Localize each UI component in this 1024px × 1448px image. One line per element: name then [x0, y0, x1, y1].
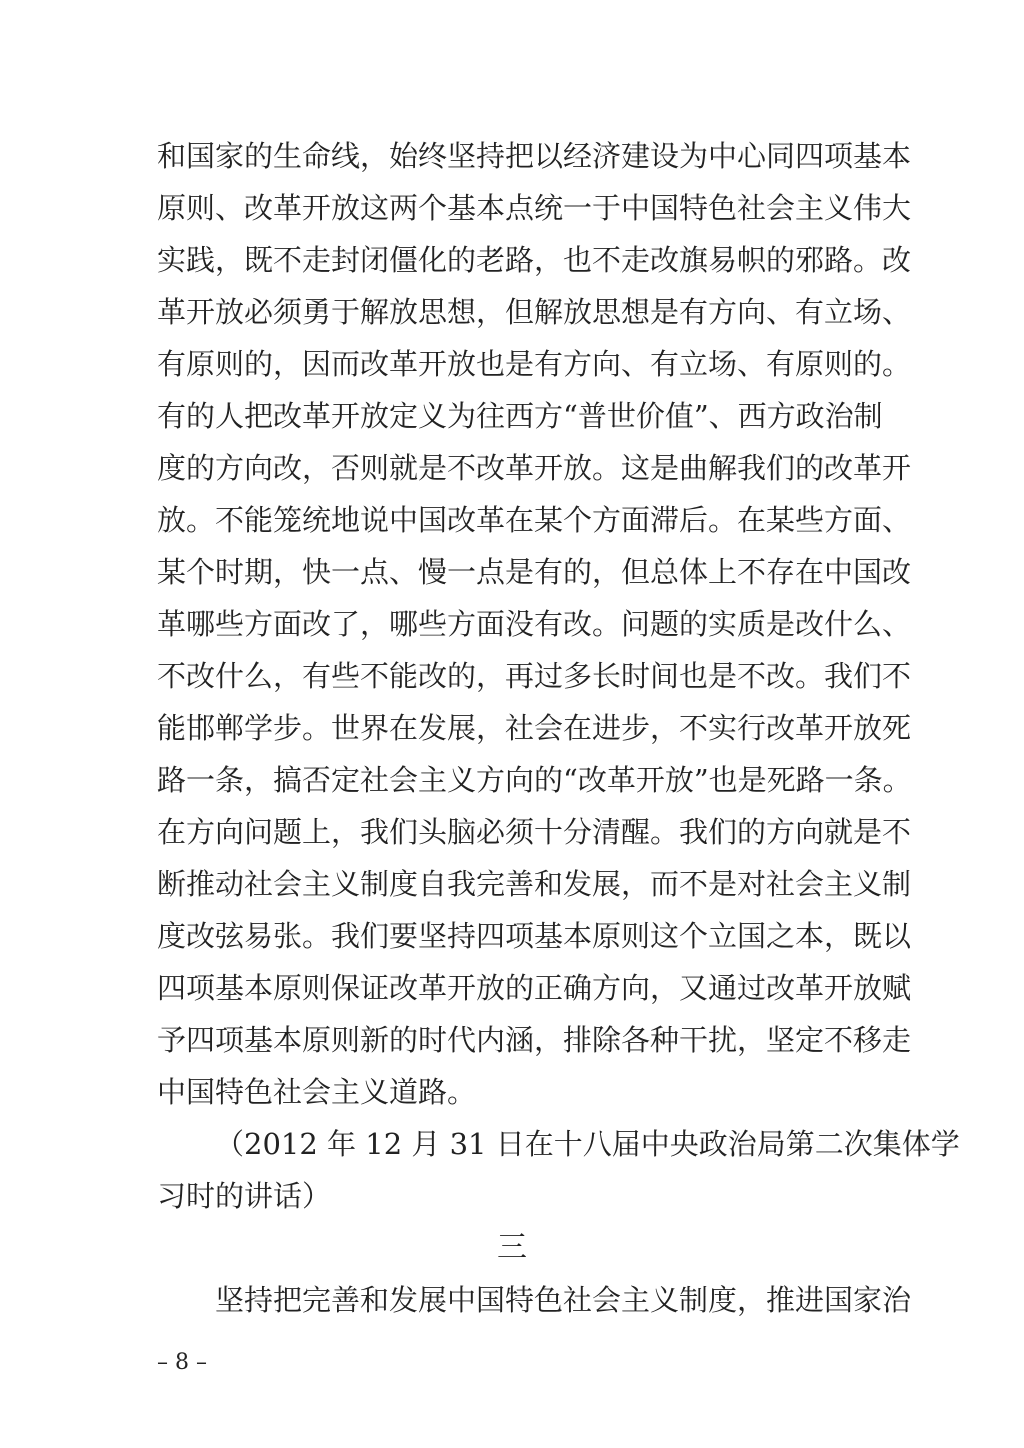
- body-text-line: 和国家的生命线，始终坚持把以经济建设为中心同四项基本: [157, 139, 912, 173]
- body-text-line: 中国特色社会主义道路。: [157, 1075, 477, 1109]
- body-text-line: 度的方向改，否则就是不改革开放。这是曲解我们的改革开: [157, 451, 912, 485]
- section-heading: 三: [497, 1230, 527, 1265]
- body-text-line: 在方向问题上，我们头脑必须十分清醒。我们的方向就是不: [157, 815, 912, 849]
- body-text-line: 予四项基本原则新的时代内涵，排除各种干扰，坚定不移走: [157, 1023, 912, 1057]
- body-text-line: 不改什么，有些不能改的，再过多长时间也是不改。我们不: [157, 659, 912, 693]
- body-text-line: 断推动社会主义制度自我完善和发展，而不是对社会主义制: [157, 867, 912, 901]
- body-text-line: 坚持把完善和发展中国特色社会主义制度，推进国家治: [215, 1283, 912, 1317]
- body-text-line: 革哪些方面改了，哪些方面没有改。问题的实质是改什么、: [157, 607, 912, 641]
- body-text-line: 四项基本原则保证改革开放的正确方向，又通过改革开放赋: [157, 971, 912, 1005]
- body-text-line: 原则、改革开放这两个基本点统一于中国特色社会主义伟大: [157, 191, 912, 225]
- body-text-line: 有原则的，因而改革开放也是有方向、有立场、有原则的。: [157, 347, 912, 381]
- page-number: – 8 –: [157, 1350, 207, 1375]
- body-text-line: 革开放必须勇于解放思想，但解放思想是有方向、有立场、: [157, 295, 912, 329]
- body-text-line: 路一条，搞否定社会主义方向的“改革开放”也是死路一条。: [157, 763, 912, 797]
- body-text-line: 有的人把改革开放定义为往西方“普世价值”、西方政治制: [157, 399, 883, 433]
- body-text-line: 某个时期，快一点、慢一点是有的，但总体上不存在中国改: [157, 555, 912, 589]
- body-text-line: 能邯郸学步。世界在发展，社会在进步，不实行改革开放死: [157, 711, 912, 745]
- body-text-line: 度改弦易张。我们要坚持四项基本原则这个立国之本，既以: [157, 919, 912, 953]
- source-note-line: （2012 年 12 月 31 日在十八届中央政治局第二次集体学: [215, 1127, 960, 1161]
- body-text-line: 放。不能笼统地说中国改革在某个方面滞后。在某些方面、: [157, 503, 912, 537]
- body-text-line: 实践，既不走封闭僵化的老路，也不走改旗易帜的邪路。改: [157, 243, 912, 277]
- source-note-line: 习时的讲话）: [157, 1179, 332, 1213]
